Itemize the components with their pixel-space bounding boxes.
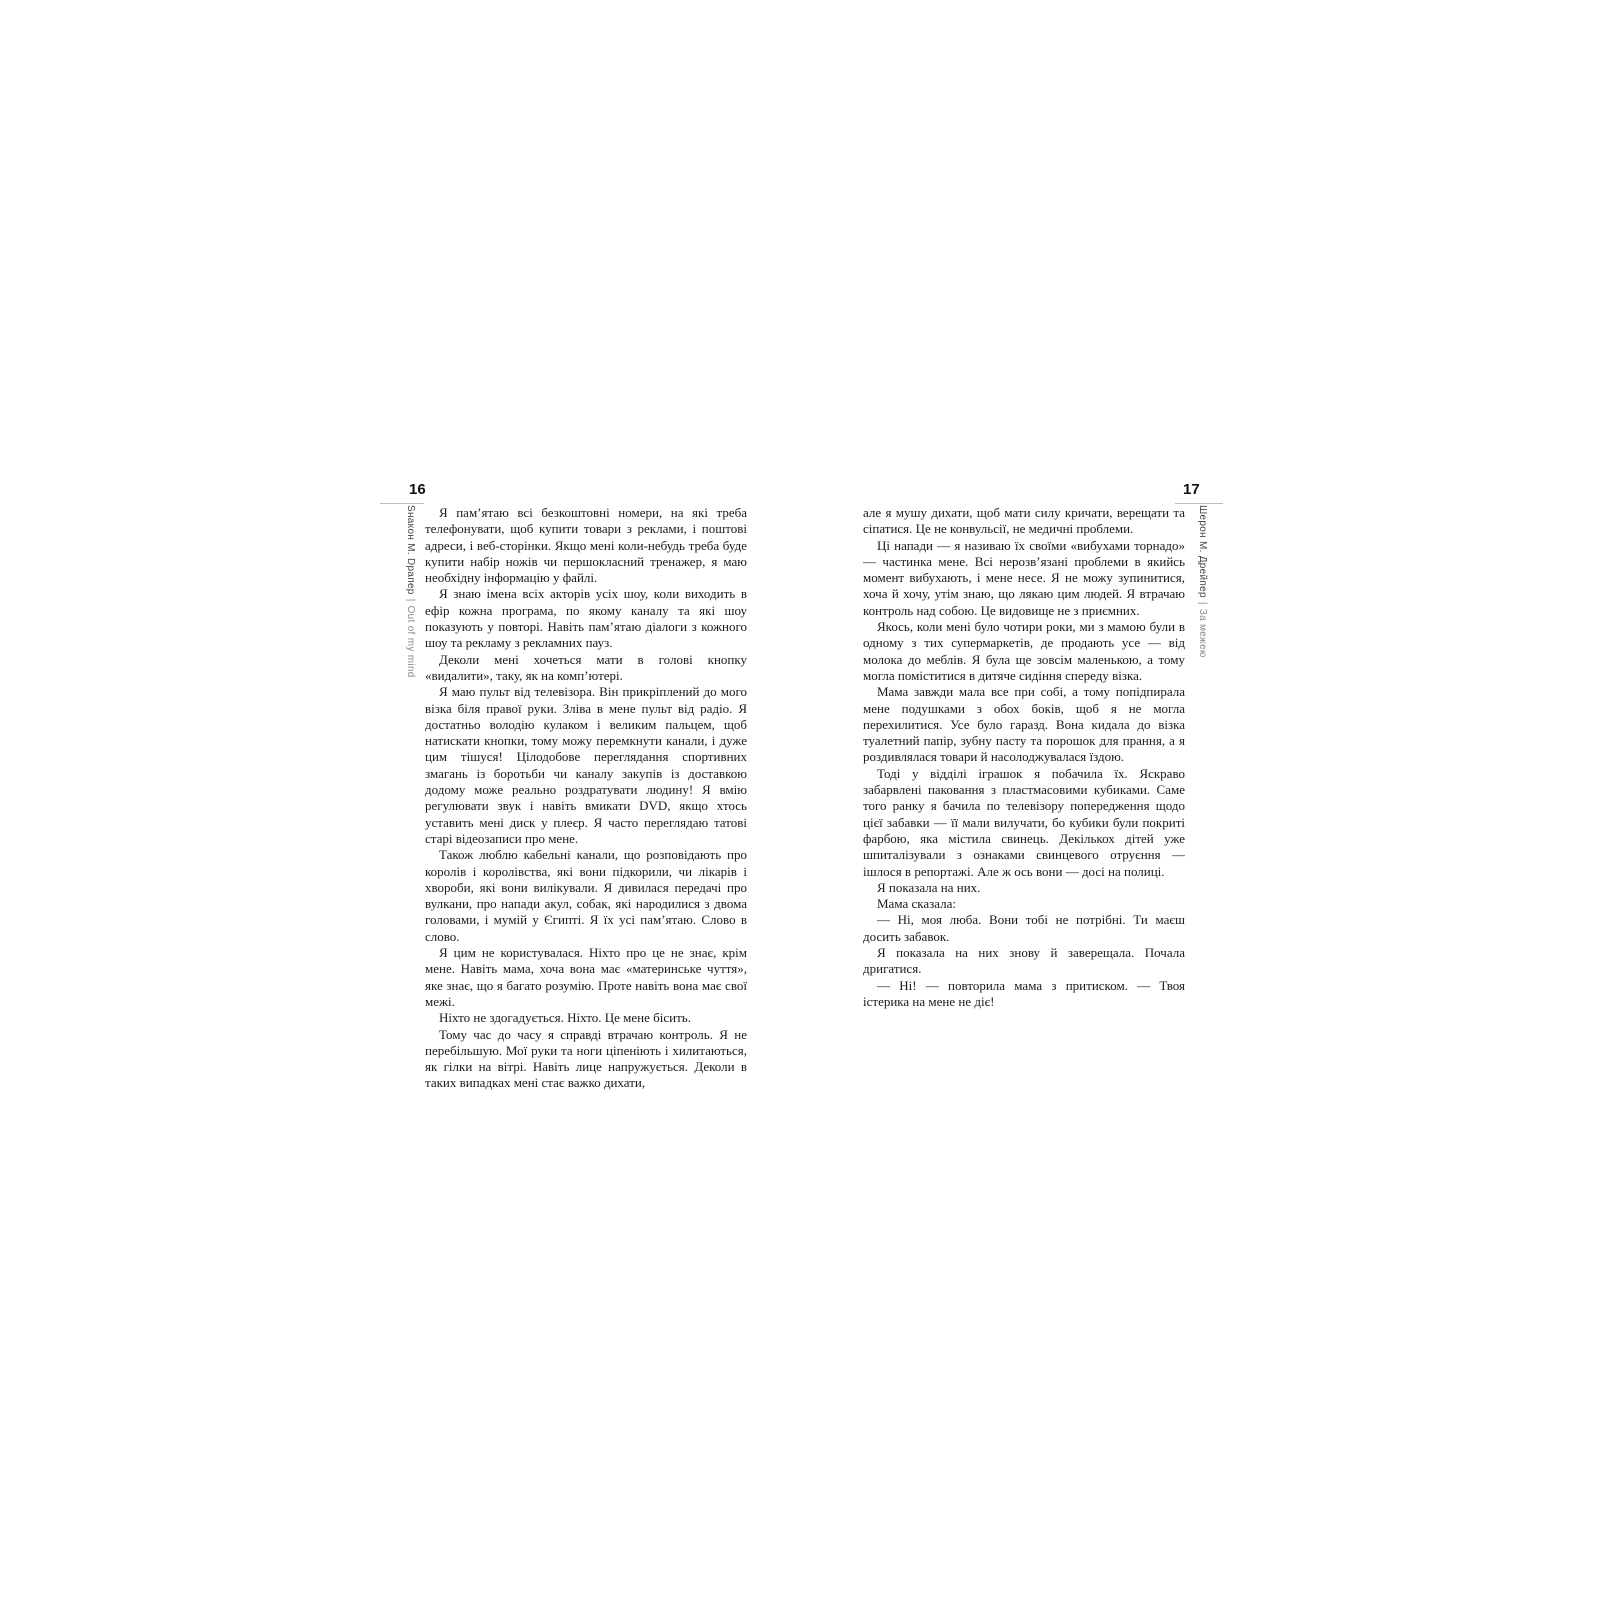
left-page-number: 16 — [409, 481, 426, 498]
right-header-rule — [1175, 503, 1223, 504]
paragraph: Деколи мені хочеться мати в голові кнопку «видалити», таку, як на комп’ютері. — [425, 651, 747, 683]
left-running-head-title: Out of my mind — [405, 605, 416, 678]
paragraph: Я маю пульт від телевізора. Він прикріплений до мого візка біля правої руки. Зліва в мене пульт від радіо. Я достатньо володію кулаком і великим пальцем, щоб натискати кнопки, тому можу перемкнути канали, і дуже цим тішуся! Цілодобове переглядання спортивних змагань із боротьби чи каналу закупів із доставкою додому може реально роздратувати людину! Я вмію регулювати звук і навіть вмикати DVD, якщо хтось уставить мені диск у плеєр. Я часто переглядаю татові старі відеозаписи про мене. — [425, 684, 747, 846]
right-running-head-author: Шерон М. Дрейпер — [1197, 505, 1208, 598]
paragraph: — Ні! — повторила мама з притиском. — Твоя істерика на мене не діє! — [863, 977, 1185, 1009]
paragraph: Я показала на них. — [877, 879, 981, 895]
paragraph: Я знаю імена всіх акторів усіх шоу, коли виходить в ефір кожна програма, по якому каналу та які шоу показують у повторі. Навіть пам’ятаю діалоги з кожного шоу та рекламу з рекламних пауз. — [425, 586, 747, 651]
paragraph: Також люблю кабельні канали, що розповідають про королів і королівства, які вони підкорили, чи лікарів і хвороби, які вони вилікували. Я дивилася передачі про вулкани, про напади акул, собак, які народилися з двома головами, і мумій у Єгипті. Я їх усі пам’ятаю. Слово в слово. — [425, 847, 747, 944]
left-header-rule — [380, 503, 424, 504]
right-running-head-separator: | — [1197, 601, 1208, 605]
paragraph: Ці напади — я називаю їх своїми «вибухами торнадо» — частинка мене. Всі нерозв’язані проблеми в якийсь момент вибухають, і мене несе. Я не можу зупинитися, хоча й хочу, утім знаю, що лякаю цим людей. Я втрачаю контроль над собою. Це видовище не з приємних. — [863, 537, 1185, 618]
left-running-head-separator: | — [405, 598, 416, 602]
paragraph: Я показала на них знову й заверещала. Почала дригатися. — [863, 945, 1185, 977]
right-running-head — [1192, 505, 1212, 675]
paragraph: Якось, коли мені було чотири роки, ми з мамою були в одному з тих супермаркетів, де продають усе — від молока до меблів. Я була ще зовсім маленькою, а тому могла поміститися в дитяче сидіння спереду візка. — [863, 619, 1185, 683]
right-page-number: 17 — [1183, 481, 1200, 498]
paragraph: Я пам’ятаю всі безкоштовні номери, на які треба телефонувати, щоб купити товари з реклами, і поштові адреси, і веб-сторінки. Якщо мені коли-небудь треба буде купити набір ножів чи першокласний тренажер, я маю необхідну інформацію у файлі. — [425, 505, 747, 586]
continuation-paragraph: але я мушу дихати, щоб мати силу кричати, верещати та сіпатися. Це не конвульсії, не медичні проблеми. — [863, 505, 1185, 537]
paragraph: — Ні, моя люба. Вони тобі не потрібні. Ти маєш досить забавок. — [863, 912, 1185, 944]
right-text-column — [863, 505, 1185, 1010]
right-running-head-title: За межею — [1197, 608, 1208, 658]
paragraph: Тоді у відділі іграшок я побачила їх. Яскраво забарвлені паковання з пластмасовими кубиками. Саме того ранку я бачила по телевізору попередження щодо цієї забавки — її мали вилучати, бо кубики були покриті фарбою, яка містила свинець. Декількох дітей уже шпиталізували з ознаками свинцевого отруєння — ішлося в репортажі. Але ж ось вони — досі на полиці. — [863, 765, 1185, 879]
left-running-head-author: Sнакон М. Dрапер — [405, 505, 416, 595]
paragraph: Мама сказала: — [877, 896, 957, 912]
paragraph: Ніхто не здогадується. Ніхто. Це мене бісить. — [439, 1010, 691, 1026]
paragraph: Я цим не користувалася. Ніхто про це не знає, крім мене. Навіть мама, хоча вона має «материнське чуття», яке знає, що я багато розумію. Проте навіть вона має свої межі. — [425, 945, 747, 1009]
left-running-head — [400, 505, 420, 678]
paragraph: Тому час до часу я справді втрачаю контроль. Я не перебільшую. Мої руки та ноги ціпеніють і хилитаються, як гілки на вітрі. Навіть лице напружується. Деколи в таких випадках мені стає важко дихати, — [425, 1026, 747, 1091]
left-text-column — [425, 505, 747, 1092]
paragraph: Мама завжди мала все при собі, а тому попідпирала мене подушками з обох боків, щоб я не могла перехилитися. Усе було гаразд. Вона кидала до візка туалетний папір, зубну пасту та порошок для прання, а я роздивлялася товари й насолоджувалася їздою. — [863, 684, 1185, 765]
